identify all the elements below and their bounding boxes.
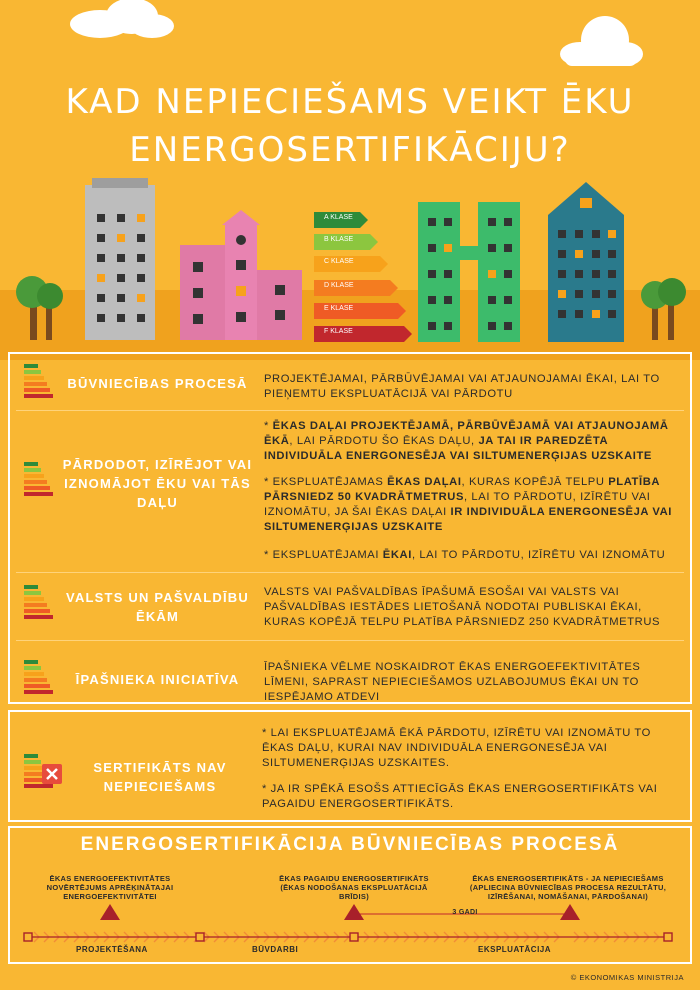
cloud-left-icon: [60, 0, 180, 40]
phase-construction: BŪVDARBI: [252, 945, 299, 954]
timeline-marker-1-text: ĒKAS ENERGOEFEKTIVITĀTES NOVĒRTĒJUMS APRĒĶINĀTAJAI ENERGOEFEKTIVITĀTEI: [46, 874, 174, 901]
page-title-line1: KAD NEPIECIEŠAMS VEIKT ĒKU: [65, 82, 635, 122]
row-public-label: VALSTS UN PAŠVALDĪBU ĒKĀM: [66, 590, 249, 624]
divider: [16, 410, 684, 411]
row-construction-text: PROJEKTĒJAMAI, PĀRBŪVĒJAMAI VAI ATJAUNOJAMAI ĒKAI, LAI TO PIEŅEMTU EKSPLUATĀCIJĀ VAI PĀRDOTU: [264, 373, 660, 400]
row-owner-label: ĪPAŠNIEKA INICIATĪVA: [75, 672, 240, 687]
energy-label-cross-icon: [24, 752, 68, 794]
energy-label-icon: [24, 362, 54, 400]
energy-label-icon: [24, 583, 54, 621]
timeline-marker-3-text: ĒKAS ENERGOSERTIFIKĀTS - JA NEPIECIEŠAMS (APLIECINA BŪVNIECĪBAS PROCESA REZULTĀTU, IZĪRĒŠANAI, NOMĀŠANAI, PĀRDOŠANAI): [469, 874, 667, 901]
class-c-label: C KLASE: [324, 258, 354, 265]
energy-label-icon: [24, 658, 54, 696]
row-owner-text: ĪPAŠNIEKA VĒLME NOSKAIDROT ĒKAS ENERGOEFEKTIVITĀTES LĪMENI, SAPRAST NEPIECIEŠAMOS UZLABOJUMUS ĒKAI UN TO IESPĒJAMO ATDEVI: [264, 661, 641, 703]
divider: [16, 572, 684, 573]
phase-operation: EKSPLUATĀCIJA: [478, 945, 552, 954]
phase-design: PROJEKTĒŠANA: [76, 945, 148, 954]
timeline-marker-2-text: ĒKAS PAGAIDU ENERGOSERTIFIKĀTS (ĒKAS NODOŠANAS EKSPLUATĀCIJĀ BRĪDIS): [279, 874, 429, 901]
footer-copyright: © EKONOMIKAS MINISTRIJA: [570, 973, 684, 982]
row-sale-paragraph-2: * EKSPLUATĒJAMAS ĒKAS DAĻAI, KURAS KOPĒJĀ TELPU PLATĪBA PĀRSNIEDZ 50 KVADRĀTMETRUS, LAI TO PĀRDOTU, IZĪRĒTU VAI IZNOMĀTU, JA ŠAI ĒKAS DAĻAI IR INDIVIDUĀLA ENERGONESĒJA VAI SILTUMENERĢIJAS UZSKAITE: [264, 476, 672, 533]
row-sale-paragraph-3: * EKSPLUATĒJAMAI ĒKAI, LAI TO PĀRDOTU, IZĪRĒTU VAI IZNOMĀTU: [264, 549, 666, 561]
class-e-label: E KLASE: [324, 305, 354, 312]
timeline-duration: 3 GADI: [452, 909, 478, 916]
energy-class-scale: [314, 210, 414, 346]
class-d-label: D KLASE: [324, 282, 354, 289]
row-construction-label: BŪVNIECĪBAS PROCESĀ: [67, 376, 248, 391]
row-not-required-label: SERTIFIKĀTS NAV NEPIECIEŠAMS: [93, 760, 227, 794]
row-not-required-paragraph-2: * JA IR SPĒKĀ ESOŠS ATTIECĪGĀS ĒKAS ENERGOSERTIFIKĀTS VAI PAGAIDU ENERGOSERTIFIKĀTS.: [262, 783, 658, 810]
class-f-label: F KLASE: [324, 328, 353, 335]
divider: [16, 640, 684, 641]
row-not-required-paragraph-1: * LAI EKSPLUATĒJAMĀ ĒKĀ PĀRDOTU, IZĪRĒTU VAI IZNOMĀTU TO ĒKAS DAĻU, KURAI NAV INDIVIDUĀLA ENERGONESĒJA VAI SILTUMENERĢIJAS UZSKAITES.: [262, 727, 651, 769]
row-sale-paragraph-1: * ĒKAS DAĻAI PROJEKTĒJAMĀ, PĀRBŪVĒJAMĀ VAI ATJAUNOJAMĀ ĒKĀ, LAI PĀRDOTU ŠO ĒKAS DAĻU, JA TAI IR PAREDZĒTA INDIVIDUĀLA ENERGONESĒJA VAI SILTUMENERĢIJAS UZSKAITE: [264, 420, 669, 462]
timeline-graphic: [0, 900, 700, 950]
class-b-label: B KLASE: [324, 236, 354, 243]
timeline-title: ENERGOSERTIFIKĀCIJA BŪVNIECĪBAS PROCESĀ: [80, 834, 620, 855]
page-title-line2: ENERGOSERTIFIKĀCIJU?: [129, 130, 571, 170]
class-a-label: A KLASE: [324, 214, 353, 221]
energy-label-icon: [24, 460, 54, 498]
cloud-right-icon: [555, 8, 645, 70]
row-sale-label: PĀRDODOT, IZĪRĒJOT VAI IZNOMĀJOT ĒKU VAI TĀS DAĻU: [62, 457, 253, 510]
row-public-text: VALSTS VAI PAŠVALDĪBAS ĪPAŠUMĀ ESOŠAI VAI VALSTS VAI PAŠVALDĪBAS IESTĀDES LIETOŠANĀ NODOTAI PUBLISKAI ĒKAI, KURAS KOPĒJĀ TELPU PLATĪBA PĀRSNIEDZ 250 KVADRĀTMETRUS: [264, 586, 661, 628]
